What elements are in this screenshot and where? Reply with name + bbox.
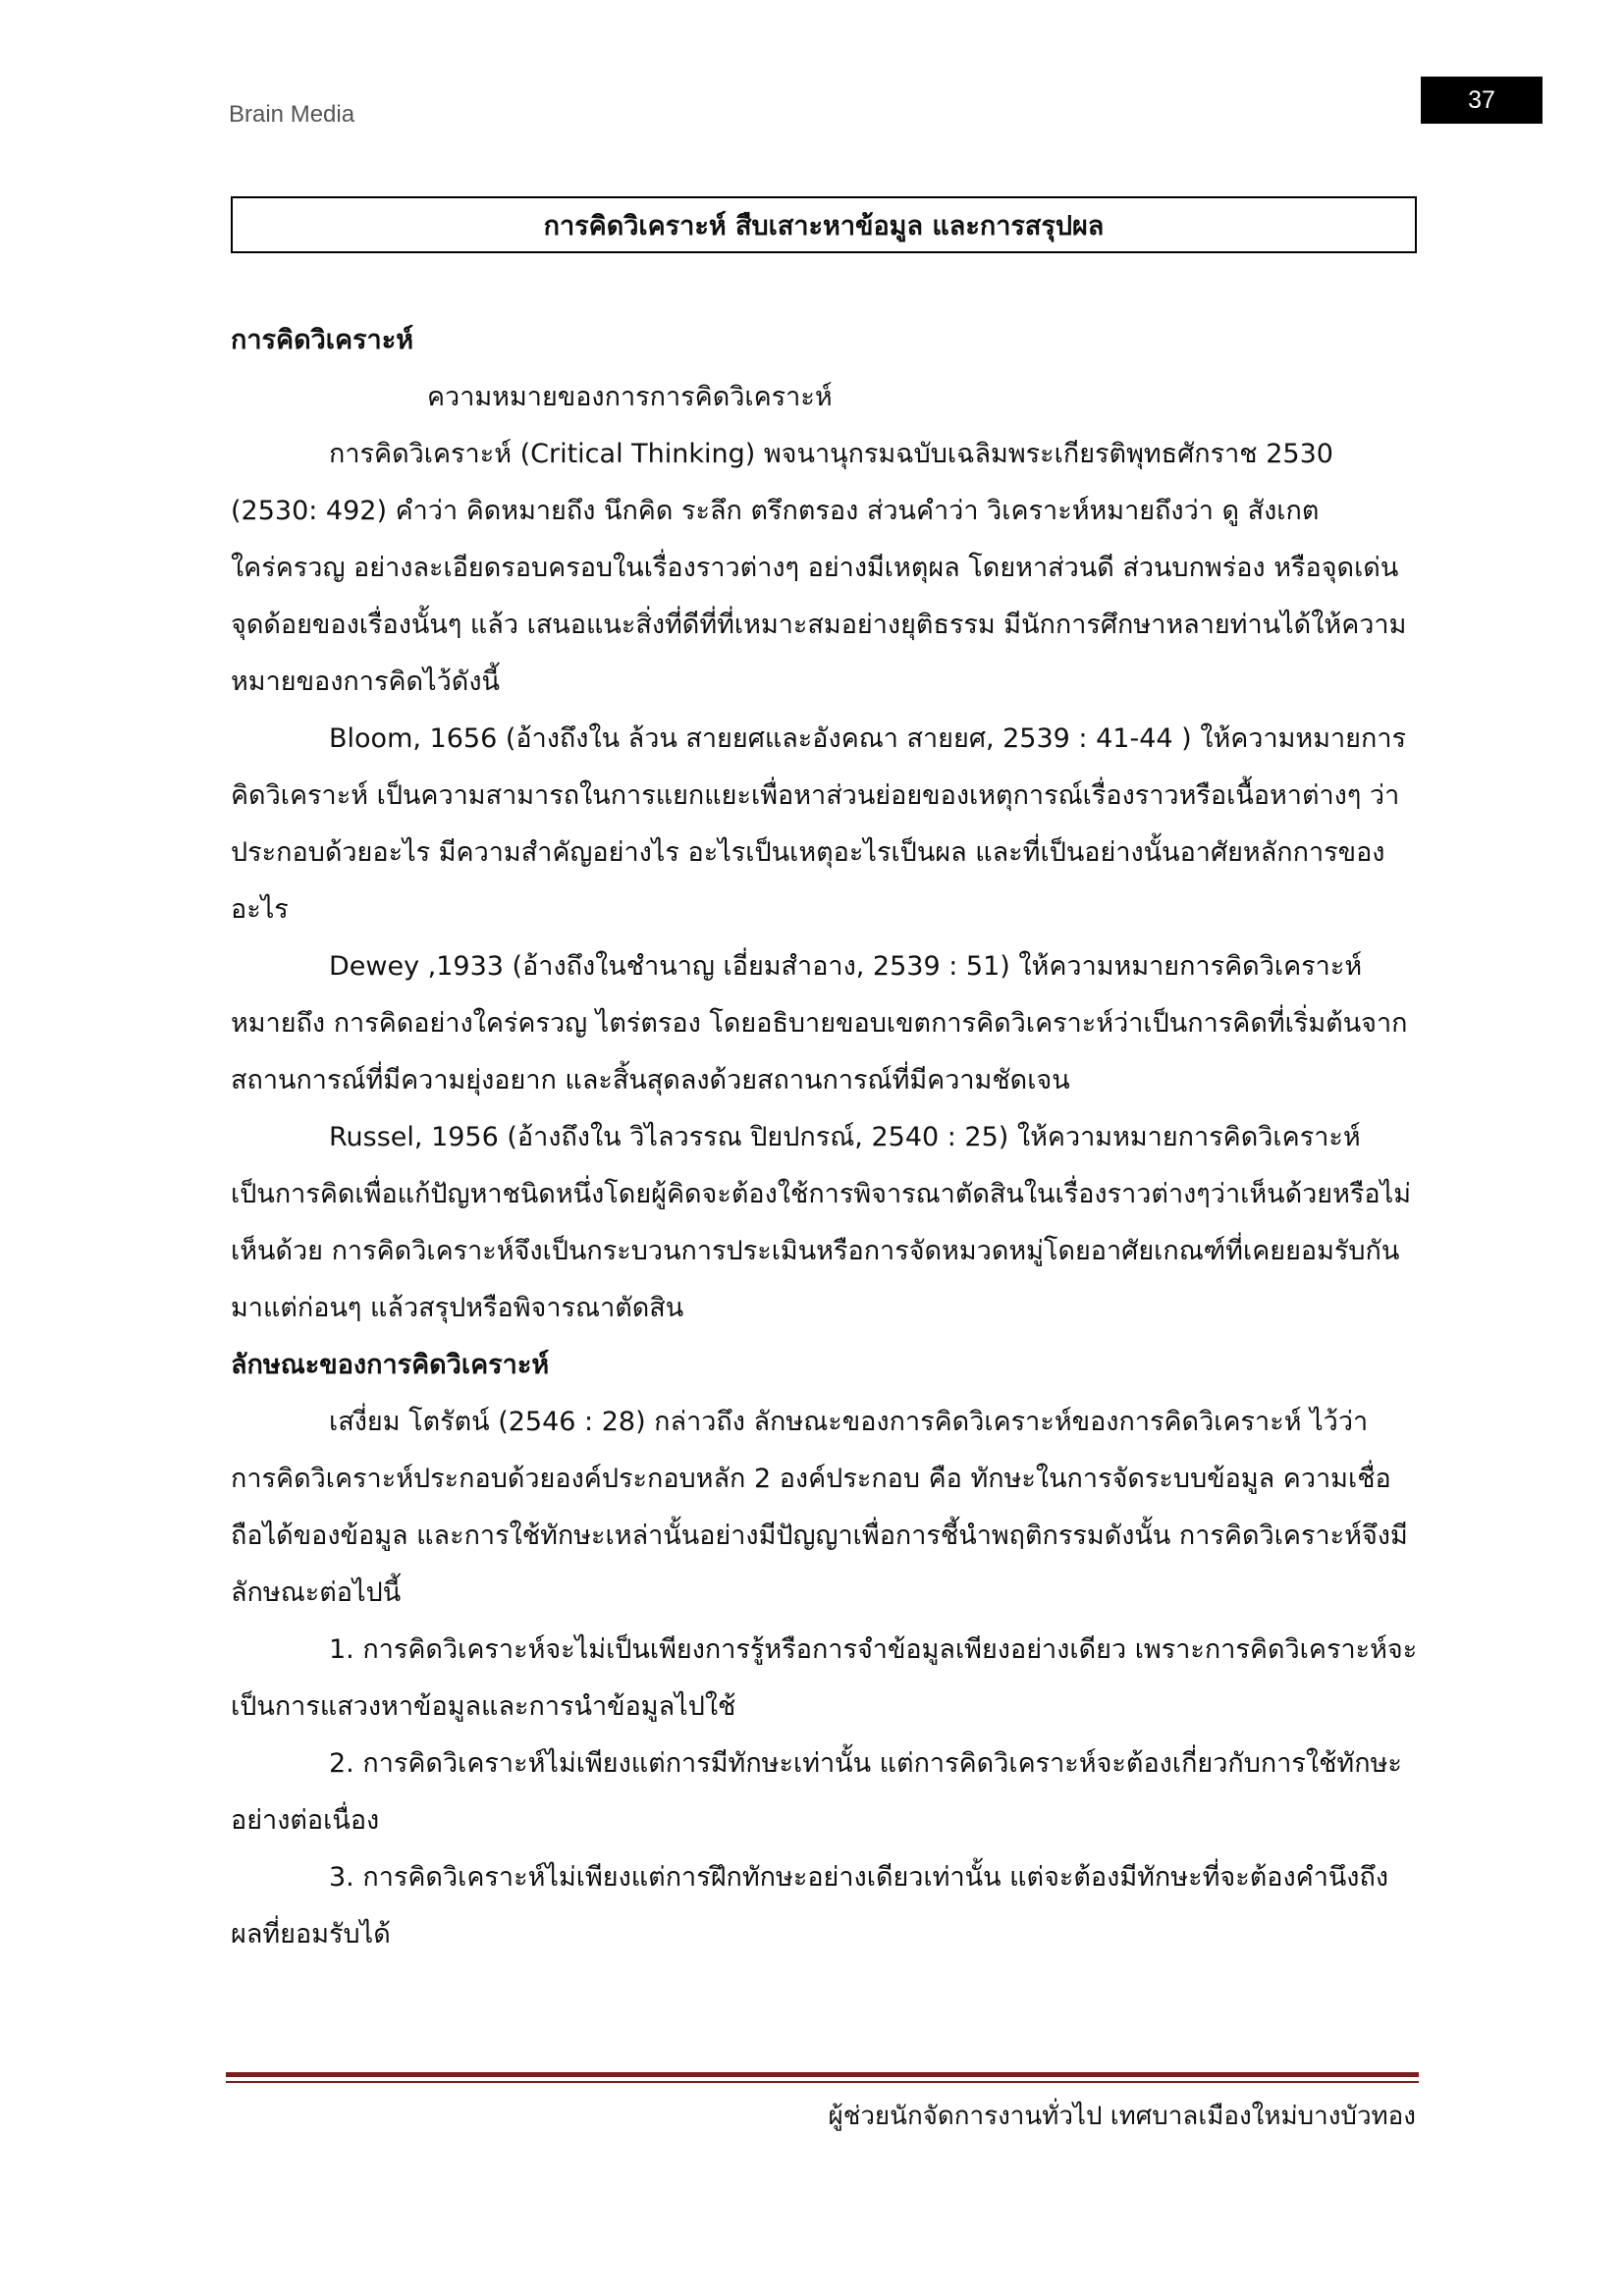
footer-divider: [226, 2072, 1419, 2077]
header-brand: Brain Media: [229, 101, 355, 128]
footer-text: ผู้ช่วยนักจัดการงานทั่วไป เทศบาลเมืองใหม่บางบัวทอง: [828, 2102, 1416, 2131]
page-title: การคิดวิเคราะห์ สืบเสาะหาข้อมูล และการสรุปผล: [231, 196, 1417, 253]
list-item: 1. การคิดวิเคราะห์จะไม่เป็นเพียงการรู้หรือการจำข้อมูลเพียงอย่างเดียว เพราะการคิดวิเคราะห์จะเป็นการแสวงหาข้อมูลและการนำข้อมูลไปใช้: [231, 1634, 1418, 1722]
footer-divider-thin: [226, 2081, 1419, 2083]
section-subheading: ความหมายของการการคิดวิเคราะห์: [427, 382, 833, 412]
document-body: [231, 312, 1419, 1963]
section-heading: ลักษณะของการคิดวิเคราะห์: [231, 1350, 550, 1380]
page-number: 37: [1421, 77, 1543, 124]
list-item: 2. การคิดวิเคราะห์ไม่เพียงแต่การมีทักษะเท่านั้น แต่การคิดวิเคราะห์จะต้องเกี่ยวกับการใช้ทักษะอย่างต่อเนื่อง: [231, 1748, 1402, 1836]
list-item: 3. การคิดวิเคราะห์ไม่เพียงแต่การฝึกทักษะอย่างเดียวเท่านั้น แต่จะต้องมีทักษะที่จะต้องคำนึงถึงผลที่ยอมรับได้: [231, 1862, 1389, 1949]
paragraph: เสงี่ยม โตรัตน์ (2546 : 28) กล่าวถึง ลักษณะของการคิดวิเคราะห์ของการคิดวิเคราะห์ ไว้ว่า การคิดวิเคราะห์ประกอบด้วยองค์ประกอบหลัก 2 องค์ประกอบ คือ ทักษะในการจัดระบบข้อมูล ความเชื่อถือได้ของข้อมูล และการใช้ทักษะเหล่านั้นอย่างมีปัญญาเพื่อการชี้นำพฤติกรรมดังนั้น การคิดวิเคราะห์จึงมีลักษณะต่อไปนี้: [231, 1407, 1408, 1608]
paragraph: การคิดวิเคราะห์ (Critical Thinking) พจนานุกรมฉบับเฉลิมพระเกียรติพุทธศักราช 2530 (2530: 492) คำว่า คิดหมายถึง นึกคิด ระลึก ตรึกตรอง ส่วนคำว่า วิเคราะห์หมายถึงว่า ดู สังเกต ใคร่ครวญ อย่างละเอียดรอบครอบในเรื่องราวต่างๆ อย่างมีเหตุผล โดยหาส่วนดี ส่วนบกพร่อง หรือจุดเด่นจุดด้อยของเรื่องนั้นๆ แล้ว เสนอแนะสิ่งที่ดีที่ที่เหมาะสมอย่างยุติธรรม มีนักการศึกษาหลายท่านได้ให้ความหมายของการคิดไว้ดังนี้: [231, 439, 1407, 697]
paragraph: Dewey ,1933 (อ้างถึงในชำนาญ เอี่ยมสำอาง, 2539 : 51) ให้ความหมายการคิดวิเคราะห์หมายถึง การคิดอย่างใคร่ครวญ ไตร่ตรอง โดยอธิบายขอบเขตการคิดวิเคราะห์ว่าเป็นการคิดที่เริ่มต้นจากสถานการณ์ที่มีความยุ่งอยาก และสิ้นสุดลงด้วยสถานการณ์ที่มีความชัดเจน: [231, 951, 1408, 1095]
paragraph: Russel, 1956 (อ้างถึงใน วิไลวรรณ ปิยปกรณ์, 2540 : 25) ให้ความหมายการคิดวิเคราะห์เป็นการคิดเพื่อแก้ปัญหาชนิดหนึ่งโดยผู้คิดจะต้องใช้การพิจารณาตัดสินในเรื่องราวต่างๆว่าเห็นด้วยหรือไม่เห็นด้วย การคิดวิเคราะห์จึงเป็นกระบวนการประเมินหรือการจัดหมวดหมู่โดยอาศัยเกณฑ์ที่เคยยอมรับกันมาแต่ก่อนๆ แล้วสรุปหรือพิจารณาตัดสิน: [231, 1122, 1412, 1323]
section-heading: การคิดวิเคราะห์: [231, 325, 414, 355]
paragraph: Bloom, 1656 (อ้างถึงใน ล้วน สายยศและอังคณา สายยศ, 2539 : 41-44 ) ให้ความหมายการคิดวิเคราะห์ เป็นความสามารถในการแยกแยะเพื่อหาส่วนย่อยของเหตุการณ์เรื่องราวหรือเนื้อหาต่างๆ ว่าประกอบด้วยอะไร มีความสำคัญอย่างไร อะไรเป็นเหตุอะไรเป็นผล และที่เป็นอย่างนั้นอาศัยหลักการของอะไร: [231, 723, 1407, 925]
